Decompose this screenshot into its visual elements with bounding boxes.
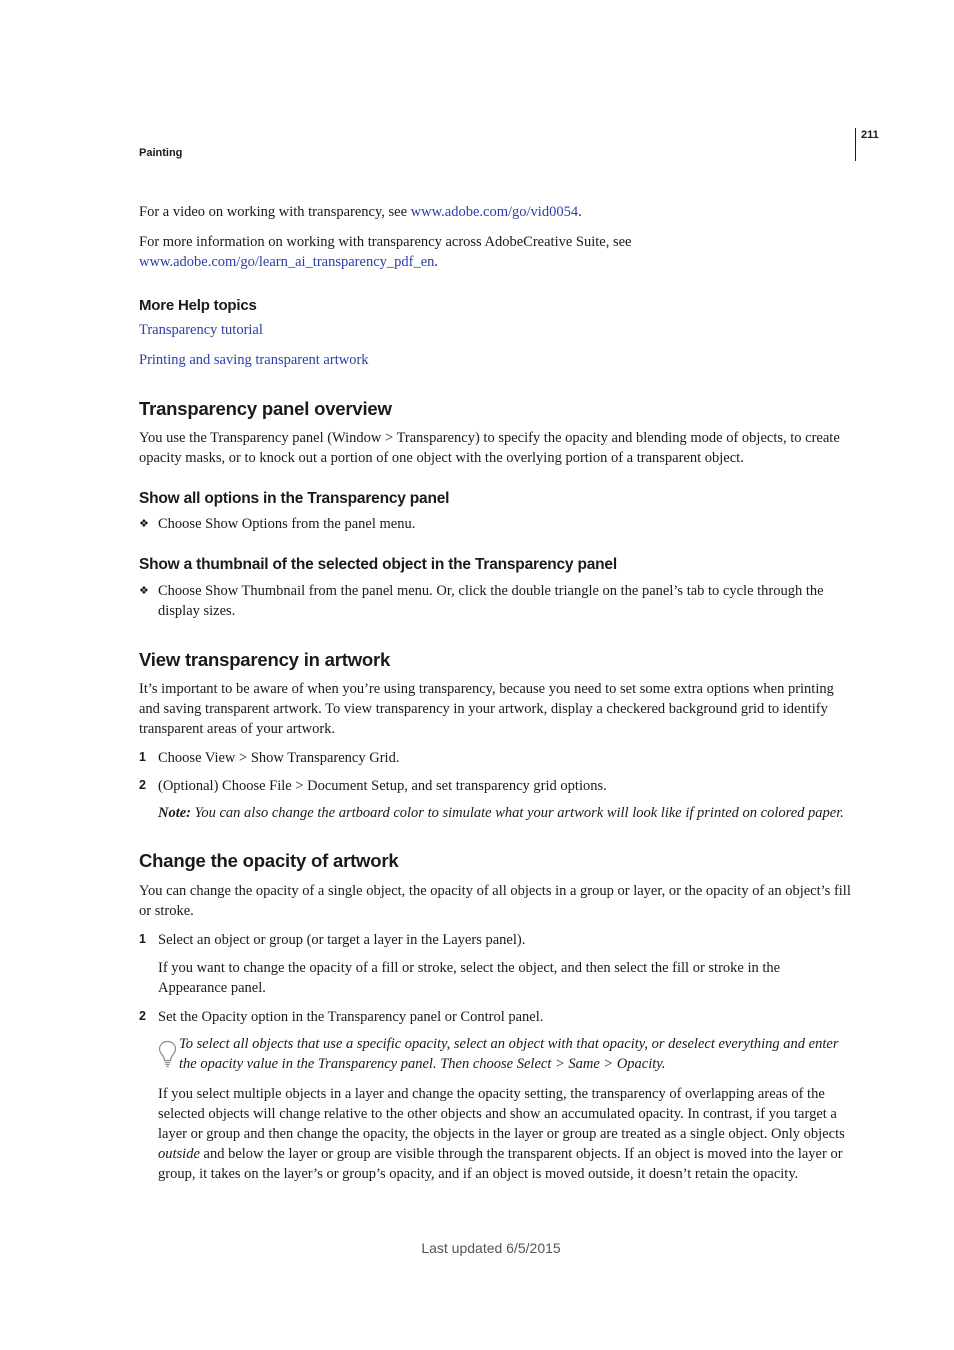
show-options-heading: Show all options in the Transparency panel	[139, 490, 450, 507]
video-suffix: .	[578, 204, 582, 220]
step-number: 1	[139, 750, 146, 764]
help-link-printing-saving[interactable]: Printing and saving transparent artwork	[139, 352, 369, 368]
more-info-prefix: For more information on working with transparency across AdobeCreative Suite, see	[139, 234, 632, 250]
note-text: You can also change the artboard color to simulate what your artwork will look like if printed on colored paper.	[191, 805, 844, 821]
opacity-step-2: Set the Opacity option in the Transparency panel or Control panel.	[158, 1009, 544, 1025]
video-paragraph	[139, 202, 851, 222]
note-label: Note:	[158, 805, 192, 821]
overview-paragraph: You use the Transparency panel (Window > Transparency) to specify the opacity and blending mode of objects, to create opacity masks, or to knock out a portion of one object with the overlying portion of a transparent object.	[139, 430, 840, 466]
overview-heading: Transparency panel overview	[139, 398, 392, 419]
view-note	[158, 803, 850, 823]
opacity-paragraph-2-b: and below the layer or group are visible through the transparent objects. If an object is moved into the layer or group, it takes on the layer’s or group’s opacity, and if an object is moved outside, it doesn’t retain the opacity.	[158, 1146, 843, 1182]
more-help-title: More Help topics	[139, 297, 257, 314]
show-options-bullet-text: Choose Show Options from the panel menu.	[158, 516, 416, 532]
section-header: Painting	[139, 147, 183, 159]
thumbnail-bullet-text: Choose Show Thumbnail from the panel menu. Or, click the double triangle on the panel’s tab to cycle through the display sizes.	[158, 583, 824, 619]
view-heading: View transparency in artwork	[139, 649, 391, 670]
more-info-paragraph	[139, 232, 851, 272]
more-info-link[interactable]: www.adobe.com/go/learn_ai_transparency_pdf_en	[139, 254, 435, 270]
diamond-bullet-icon: ❖	[139, 585, 149, 597]
step-number: 2	[139, 778, 146, 792]
diamond-bullet-icon: ❖	[139, 518, 149, 530]
opacity-paragraph-2-em: outside	[158, 1146, 200, 1162]
opacity-paragraph: You can change the opacity of a single object, the opacity of all objects in a group or layer, or the opacity of an object’s fill or stroke.	[139, 883, 851, 919]
view-paragraph: It’s important to be aware of when you’re using transparency, because you need to set some extra options when printing and saving transparent artwork. To view transparency in your artwork, display a checkered background grid to identify transparent areas of your artwork.	[139, 681, 834, 737]
thumbnail-heading: Show a thumbnail of the selected object in the Transparency panel	[139, 556, 617, 573]
view-step-2: (Optional) Choose File > Document Setup, and set transparency grid options.	[158, 778, 607, 794]
step-number: 1	[139, 932, 146, 946]
footer-last-updated: Last updated 6/5/2015	[421, 1240, 561, 1256]
more-info-suffix: .	[434, 254, 439, 270]
opacity-paragraph-2-a: If you select multiple objects in a layer and change the opacity setting, the transparency of overlapping areas of the selected objects will change relative to the other objects and show an accumulated opacity. In contrast, if you target a layer or group and then change the opacity, the objects in the layer or group are treated as a single object. Only objects	[158, 1086, 845, 1142]
page-number: 211	[861, 129, 879, 141]
opacity-step-1-detail: If you want to change the opacity of a fill or stroke, select the object, and then select the fill or stroke in the Appearance panel.	[158, 960, 781, 996]
view-step-1: Choose View > Show Transparency Grid.	[158, 750, 400, 766]
opacity-paragraph-2	[158, 1084, 850, 1184]
step-number: 2	[139, 1009, 146, 1023]
tip-text: To select all objects that use a specific opacity, select an object with that opacity, or deselect everything and enter the opacity value in the Transparency panel. Then choose Select > Same > Opacity.	[179, 1036, 839, 1072]
video-link[interactable]: www.adobe.com/go/vid0054	[410, 204, 579, 220]
header-rule	[855, 128, 856, 161]
help-link-transparency-tutorial[interactable]: Transparency tutorial	[139, 322, 263, 338]
opacity-heading: Change the opacity of artwork	[139, 850, 399, 871]
lightbulb-icon	[158, 1040, 177, 1068]
video-prefix: For a video on working with transparency, see	[139, 204, 411, 220]
opacity-step-1: Select an object or group (or target a layer in the Layers panel).	[158, 932, 526, 948]
